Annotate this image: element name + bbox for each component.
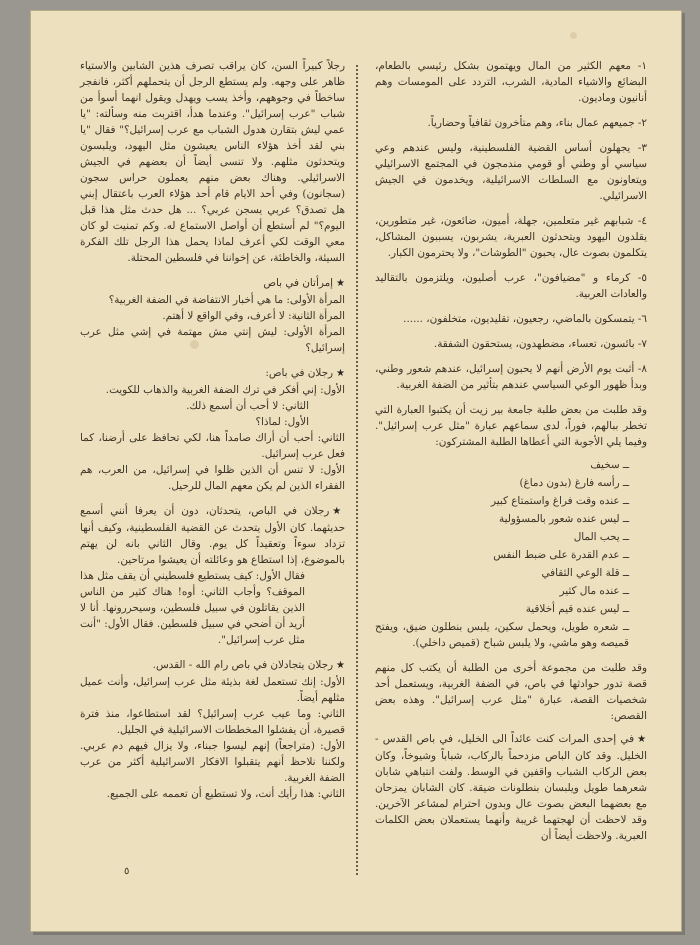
answer-item: ــ رأسه فارغ (بدون دماغ) (519, 477, 629, 489)
dialogue-line: الأول: إني أفكر في ترك الضفة الغربية والذهاب للكويت. (105, 384, 345, 396)
story-title: إمرأتان في باص (263, 277, 334, 289)
story-heading (80, 275, 345, 292)
star-bullet-icon: ★ (336, 368, 345, 379)
dialogue-line: الأول: لا تنس أن الذين ظلوا في إسرائيل، من العرب، هم الفقراء الذين لم يكن معهم المال للرحيل. (80, 464, 345, 492)
list-item: ٧- بائسون، تعساء، مضطهدون، يستحقون الشفقة. (433, 338, 647, 350)
list-item: ١- معهم الكثير من المال ويهتمون بشكل رئيسي بالطعام، البضائع والاشياء المادية، الشرب، التردد على المومسات وهم أنانيون وماديون. (375, 60, 647, 104)
answer-item: ــ عدم القدرة على ضبط النفس (493, 549, 629, 561)
answer-item: ــ قلة الوعي الثقافي (541, 567, 629, 579)
dialogue-line: الثاني: أحب أن أراك صامداً هنا، لكي تحافظ على أرضنا، كما فعل عرب إسرائيل. (80, 432, 345, 460)
story-continuation: رجلاً كبيراً السن، كان يراقب تصرف هذين الشابين والاستياء ظاهر على وجهه. ولم يستطع الرجل أن يتحملهم أكثر، فانفجر ساخطاً في وجوههم، وأخذ يسب ويهدل ويقول انهما أسوأ من شباب "عرب إسرائيل". وعندما هدأ، اقتربت منه وسألته: "يا عمي ليش بتقارن هدول الشباب مع عرب إسرائيل؟" فقال "يا بني لقد أخذ هؤلاء الناس يعيشون مثل اليهود، ويلبسون ويتحدثون مثلهم. ولا تنسى أيضاً أن بعضهم في الجيش الاسرائيلي. وهناك بعض منهم يعملون حراس سجون (سجانون) وفي أحد الايام قام أحد هؤلاء العرب باعتقال إبني هل تصدق؟ عربي يسجن عربي؟ ... هل حدث مثل هذا قبل اليوم؟" لم أستطع أن أواصل الاستماع له. وكم تمنيت لو كان معي الوقت لكي أعرف لماذا يحمل هذا الرجل تلك الفكرة السيئة، والخاطئة، عن إخواننا في فلسطين المحتلة. (80, 60, 345, 264)
list-item: ٨- أثبت يوم الأرض أنهم لا يحبون إسرائيل، عندهم شعور وطني، وبدأ ظهور الوعي السياسي عندهم بتأثير من الضفة الغربية. (375, 363, 647, 391)
star-bullet-icon: ★ (332, 506, 346, 517)
dialogue-line: الثاني: وما عيب عرب إسرائيل؟ لقد استطاعوا، منذ فترة قصيرة، أن يفشلوا المخططات الاسرائيلية في الجليل. (80, 708, 345, 736)
answer-item: ــ ليس عنده شعور بالمسؤولية (499, 513, 629, 525)
stories-intro: وقد طلبت من مجموعة أخرى من الطلبة أن يكتب كل منهم قصة تدور حوادثها في باص، في الضفة الغربية، ويستعمل أحد شخصيات القصة، عبارة "مثل عرب إسرائيل". وهذه بعض القصص: (375, 662, 647, 722)
magazine-page (30, 10, 682, 932)
story-text: رجلان في الباص، يتحدثان، دون أن يعرفا أنني أسمع حديثهما. كان الأول يتحدث عن القضية الفلسطينية، وكيف أنها تزداد سوءاً وتعقيداً كل يوم. وقال الثاني بانه لن يهتم بالموضوع، إذا استطاع هو وعائلته أن يعيشوا مرتاحين. (80, 505, 345, 566)
answer-item: ــ سخيف (590, 459, 629, 471)
story-title: رجلان في باص: (265, 367, 334, 379)
dialogue-line: الأول: لماذا؟ (255, 416, 309, 428)
story-heading (80, 657, 345, 674)
story-text: في إحدى المرات كنت عائداً الى الخليل، في باص القدس - الخليل. وقد كان الباص مزدحماً بالركاب، شباباً وشيوخاً، وكان بعض الركاب الشباب واقفين في الوسط. ولفت انتباهي شابان شعرهما طويل ويلبسان بنطلونات ضيقة. كان الشابان يمزحان مع بعضهما البعض بصوت عال وبدون احترام لمشاعر الآخرين. وقد لاحظت أن لهجتهما غريبة وأنهما يستعملان بعض الكلمات العبرية. ولاحظت أيضاً أن (375, 733, 647, 842)
survey-intro: وقد طلبت من بعض طلبة جامعة بير زيت أن يكتبوا العبارة التي تخطر ببالهم، فوراً، لدى سماعهم عبارة "مثل عرب إسرائيل". وفيما يلي الأجوبة التي أعطاها الطلبة المشتركون: (375, 404, 647, 448)
list-item: ٥- كرماء و "مضيافون"، عرب أصليون، ويلتزمون بالتقاليد والعادات العربية. (375, 272, 647, 300)
star-bullet-icon: ★ (637, 734, 647, 745)
page-number: ٥ (124, 866, 130, 877)
story-paragraph (375, 731, 647, 844)
list-item: ٦- يتمسكون بالماضي، رجعيون، تقليديون، متخلفون، ...... (403, 313, 647, 325)
answer-item: ــ عنده وقت فراغ واستمتاع كبير (490, 495, 629, 507)
answer-item: ــ شعره طويل، ويحمل سكين، يلبس بنطلون ضيق، ويفتح قميصه وهو ماشي، ولا يلبس شباح (قميص داخلي). (375, 621, 629, 649)
right-column (375, 58, 647, 851)
answer-item: ــ ليس عنده قيم أخلاقية (525, 603, 629, 615)
story-paragraph (80, 503, 345, 568)
list-item: ٤- شبابهم غير متعلمين، جهلة، أميون، ضائعون، غير متطورين، يقلدون اليهود ويتحدثون العبرية، يشربون، يسببون المشاكل، يتكلمون بصوت عال، يحبون "الطوشات"، ولا يحترمون الكبار. (375, 215, 647, 259)
dialogue-line: الثاني: لا أحب أن أسمع ذلك. (186, 400, 309, 412)
answer-item: ــ يحب المال (573, 531, 629, 543)
story-paragraph: فقال الأول: كيف يستطيع فلسطيني أن يقف مثل هذا الموقف؟ وأجاب الثاني: أوه! هناك كثير من الناس الذين يقاتلون في سبيل فلسطين، وسيحررونها. أنا لا أريد أن أضحي في سبيل فلسطين. فقال الأول: "أنت مثل عرب إسرائيل". (80, 570, 305, 646)
story-heading (80, 365, 345, 382)
list-item: ٣- يجهلون أساس القضية الفلسطينية، وليس عندهم وعي سياسي أو وطني أو قومي مندمجون في المجتمع الاسرائيلي ويتعاونون مع السلطات الاسرائيلية، ويخدمون في الجيش الاسرائيلي. (375, 142, 647, 202)
star-bullet-icon: ★ (336, 660, 345, 671)
dialogue-line: المرأة الأولى: ما هي أخبار الانتفاضة في الضفة الغربية؟ (108, 294, 345, 306)
dialogue-line: المرأة الثانية: لا أعرف، وفي الواقع لا أهتم. (162, 310, 345, 322)
dialogue-line: الأول: إنك تستعمل لغة بذيئة مثل عرب إسرائيل، وأنت عميل مثلهم أيضاً. (80, 676, 345, 704)
list-item: ٢- جميعهم عمال بناء، وهم متأخرون ثقافياً وحضارياً. (427, 117, 647, 129)
dialogue-line: الثاني: هذا رأيك أنت، ولا تستطيع أن تعممه على الجميع. (106, 788, 345, 800)
story-title: رجلان يتجادلان في باص رام الله - القدس. (152, 659, 334, 671)
paper-stain (570, 32, 577, 39)
star-bullet-icon: ★ (336, 278, 345, 289)
answer-item: ــ عنده مال كثير (559, 585, 629, 597)
column-divider (356, 65, 358, 875)
dialogue-line: الأول: (متراجعاً) إنهم ليسوا جبناء، ولا يزال فيهم دم عربي. ولكننا نلاحظ أنهم يتقبلوا الافكار الاسرائيلية أكثر من عرب الضفة الغربية. (80, 740, 345, 784)
left-column (80, 58, 345, 802)
dialogue-line: المرأة الأولى: ليش إنتي مش مهتمة في إشي مثل عرب إسرائيل؟ (80, 326, 345, 354)
